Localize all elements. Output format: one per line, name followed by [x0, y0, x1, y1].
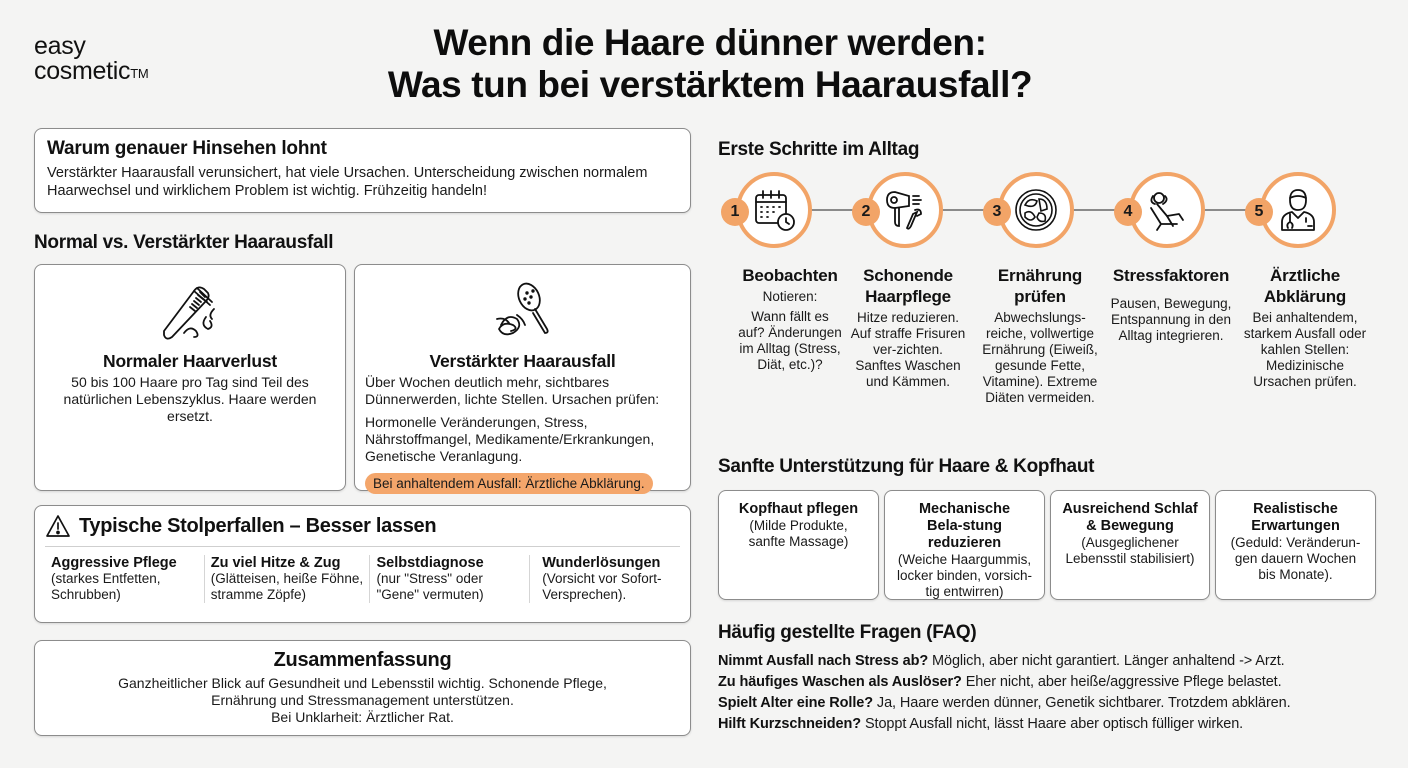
pitfall-title: Wunderlösungen	[542, 555, 661, 571]
calendar-clock-icon	[750, 186, 798, 234]
faq-question: Spielt Alter eine Rolle?	[718, 695, 873, 711]
step-description: Hitze reduzieren. Auf straffe Frisuren ver-zichten. Sanftes Waschen und Kämmen.	[850, 310, 966, 389]
support-heading: Sanfte Unterstützung für Haare & Kopfhaut	[718, 456, 1095, 477]
normal-hair-loss-text: 50 bis 100 Haare pro Tag sind Teil des natürlichen Lebenszyklus. Haare werden ersetzt.	[63, 374, 317, 424]
support-text: (Milde Produkte, sanfte Massage)	[748, 518, 849, 549]
step-number: 2	[852, 198, 880, 226]
step-2-text	[838, 265, 978, 390]
faq-heading: Häufig gestellte Fragen (FAQ)	[718, 622, 977, 643]
brand-line1: easy	[34, 32, 86, 60]
increased-hair-loss-text2: Hormonelle Veränderungen, Stress, Nährstoffmangel, Medikamente/Erkrankungen, Genetische Veranlagung.	[365, 414, 655, 464]
support-card	[1050, 490, 1210, 600]
support-text: (Ausgeglichener Lebensstil stabilisiert)	[1065, 535, 1195, 566]
step-title: Beobachten	[742, 266, 838, 285]
hairdryer-brush-icon	[881, 186, 929, 234]
brand-line2: cosmetic	[34, 57, 131, 85]
support-card	[1215, 490, 1376, 600]
support-card	[884, 490, 1045, 600]
summary-line2: Ernährung und Stressmanagement unterstützen.	[211, 692, 514, 708]
step-description: Wann fällt es auf? Änderungen im Alltag (Stress, Diät, etc.)?	[738, 309, 842, 372]
pitfall-title: Zu viel Hitze & Zug	[210, 555, 341, 571]
step-description: Pausen, Bewegung, Entspannung in den Alltag integrieren.	[1110, 296, 1232, 343]
faq-item	[718, 672, 1398, 693]
increased-hair-loss-title: Verstärkter Haarausfall	[429, 351, 616, 371]
normal-hair-loss-card	[34, 264, 346, 491]
brand-logo	[34, 34, 148, 84]
support-text: (Weiche Haargummis, locker binden, vorsich-tig entwirren)	[896, 552, 1033, 599]
title-line1: Wenn die Haare dünner werden:	[433, 22, 987, 63]
faq-answer: Ja, Haare werden dünner, Genetik sichtbarer. Trotzdem abklären.	[872, 695, 1291, 711]
hairbrush-icon	[483, 275, 563, 347]
trademark: TM	[130, 66, 149, 81]
step-number: 1	[721, 198, 749, 226]
faq-list	[718, 651, 1398, 735]
doctor-advice-pill: Bei anhaltendem Ausfall: Ärztliche Abklärung.	[365, 473, 653, 494]
pitfall-item	[205, 555, 371, 603]
support-title: Kopfhaut pflegen	[738, 501, 859, 517]
warning-icon	[45, 514, 71, 538]
summary-line1: Ganzheitlicher Blick auf Gesundheit und Lebensstil wichtig. Schonende Pflege,	[118, 675, 607, 691]
pitfalls-card	[34, 505, 691, 623]
faq-answer: Stoppt Ausfall nicht, lässt Haare aber optisch fülliger wirken.	[861, 716, 1244, 732]
pitfall-text: (Glätteisen, heiße Föhne, stramme Zöpfe)	[210, 571, 364, 602]
pitfall-text: (Vorsicht vor Sofort-Versprechen).	[542, 571, 662, 602]
pitfall-item	[370, 555, 530, 603]
summary-line3: Bei Unklarheit: Ärztlicher Rat.	[271, 709, 454, 725]
step-3-text	[970, 265, 1110, 406]
intro-card	[34, 128, 691, 213]
support-title: Realistische Erwartungen	[1251, 501, 1340, 534]
pitfall-item	[530, 555, 680, 603]
increased-hair-loss-card	[354, 264, 691, 491]
intro-text: Verstärkter Haarausfall verunsichert, hat viele Ursachen. Unterscheidung zwischen normalem Haarwechsel und wirklichem Problem ist wichtig. Frühzeitig handeln!	[47, 165, 648, 199]
summary-card	[34, 640, 691, 736]
faq-item	[718, 651, 1398, 672]
step-number: 4	[1114, 198, 1142, 226]
pitfall-text: (starkes Entfetten, Schrubben)	[51, 571, 161, 602]
pitfall-text: (nur "Stress" oder "Gene" vermuten)	[376, 571, 484, 602]
support-card	[718, 490, 879, 600]
support-title: Mechanische Bela-stung reduzieren	[918, 501, 1011, 551]
step-title: Stressfaktoren	[1112, 266, 1230, 285]
step-title: Schonende Haarpflege	[863, 266, 953, 306]
page-title	[290, 22, 1130, 106]
step-number: 5	[1245, 198, 1273, 226]
summary-heading: Zusammenfassung	[273, 649, 452, 671]
relaxing-person-icon	[1143, 186, 1191, 234]
food-plate-icon	[1011, 185, 1061, 235]
step-5-text	[1235, 265, 1375, 390]
faq-answer: Möglich, aber nicht garantiert. Länger anhaltend -> Arzt.	[928, 653, 1285, 669]
intro-heading: Warum genauer Hinsehen lohnt	[47, 138, 327, 159]
support-title: Ausreichend Schlaf & Bewegung	[1062, 501, 1198, 534]
step-description: Abwechslungs-reiche, vollwertige Ernährung (Eiweiß, gesunde Fette, Vitamine). Extreme Diäten vermeiden.	[982, 310, 1098, 405]
step-title: Ärztliche Abklärung	[1263, 266, 1347, 306]
comb-icon	[150, 275, 230, 347]
pitfalls-heading: Typische Stolperfallen – Besser lassen	[79, 514, 437, 537]
step-title: Ernährung prüfen	[997, 266, 1083, 306]
faq-answer: Eher nicht, aber heiße/aggressive Pflege belastet.	[961, 674, 1282, 690]
faq-question: Nimmt Ausfall nach Stress ab?	[718, 653, 929, 669]
support-text: (Geduld: Veränderun-gen dauern Wochen bis Monate).	[1230, 535, 1361, 582]
step-description: Bei anhaltendem, starkem Ausfall oder kahlen Stellen: Medizinische Ursachen prüfen.	[1243, 310, 1367, 389]
pitfall-item	[45, 555, 205, 603]
steps-heading: Erste Schritte im Alltag	[718, 139, 920, 160]
title-line2: Was tun bei verstärktem Haarausfall?	[387, 64, 1033, 105]
step-number: 3	[983, 198, 1011, 226]
step-subtitle: Notieren:	[762, 289, 818, 304]
faq-question: Hilft Kurzschneiden?	[718, 716, 862, 732]
doctor-icon	[1274, 186, 1322, 234]
faq-item	[718, 714, 1398, 735]
normal-hair-loss-title: Normaler Haarverlust	[103, 351, 277, 371]
increased-hair-loss-text1: Über Wochen deutlich mehr, sichtbares Dünnerwerden, lichte Stellen. Ursachen prüfen:	[365, 374, 660, 407]
faq-item	[718, 693, 1398, 714]
faq-question: Zu häufiges Waschen als Auslöser?	[718, 674, 962, 690]
step-4-text	[1101, 265, 1241, 344]
pitfall-title: Aggressive Pflege	[51, 555, 177, 571]
normal-vs-heading: Normal vs. Verstärkter Haarausfall	[34, 232, 334, 253]
pitfall-title: Selbstdiagnose	[376, 555, 484, 571]
